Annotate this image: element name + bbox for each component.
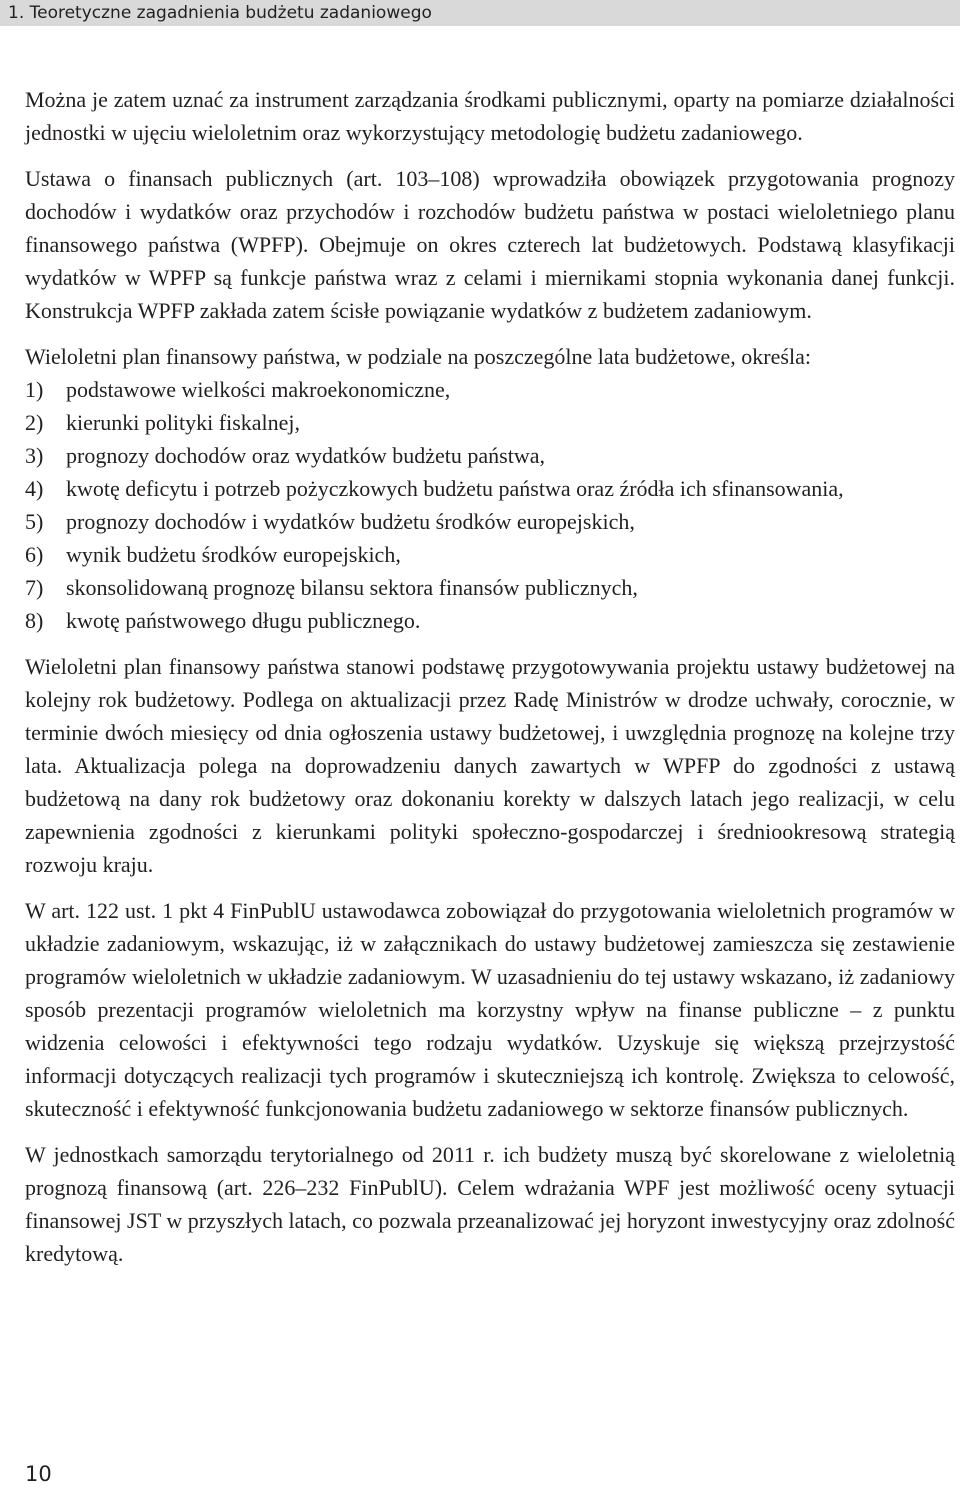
running-header — [0, 0, 960, 26]
list-item — [25, 406, 955, 439]
wpfp-contents-list — [25, 373, 955, 637]
list-item-text: prognozy dochodów oraz wydatków budżetu państwa, — [66, 443, 545, 468]
list-item-number: 3) — [25, 443, 44, 468]
list-item-number: 1) — [25, 377, 44, 402]
paragraph-jst: W jednostkach samorządu terytorialnego od 2011 r. ich budżety muszą być skorelowane z wieloletnią prognozą finansową (art. 226–232 FinPublU). Celem wdrażania WPF jest możliwość oceny sytuacji finansowej JST w przyszłych latach, co pozwala przeanalizować jej horyzont inwestycyjny oraz zdolność kredytową. — [25, 1142, 955, 1266]
chapter-title: 1. Teoretyczne zagadnienia budżetu zadaniowego — [8, 3, 432, 23]
list-item-text: kwotę deficytu i potrzeb pożyczkowych budżetu państwa oraz źródła ich sfinansowania, — [66, 476, 844, 501]
page-body — [25, 83, 955, 1283]
list-item-number: 7) — [25, 575, 44, 600]
list-item-text: skonsolidowaną prognozę bilansu sektora finansów publicznych, — [66, 575, 638, 600]
list-item-text: prognozy dochodów i wydatków budżetu środków europejskich, — [66, 509, 635, 534]
paragraph-list-intro: Wieloletni plan finansowy państwa, w podziale na poszczególne lata budżetowe, określa: — [25, 344, 811, 369]
paragraph-wpfp: Ustawa o finansach publicznych (art. 103–108) wprowadziła obowiązek przygotowania prognozy dochodów i wydatków oraz przychodów i rozchodów budżetu państwa w postaci wieloletniego planu finansowego państwa (WPFP). Obejmuje on okres czterech lat budżetowych. Podstawą klasyfikacji wydatków w WPFP są funkcje państwa wraz z celami i miernikami stopnia wykonania danej funkcji. Konstrukcja WPFP zakłada zatem ścisłe powiązanie wydatków z budżetem zadaniowym. — [25, 166, 955, 323]
list-item-number: 4) — [25, 476, 44, 501]
list-item — [25, 604, 955, 637]
list-item-text: kwotę państwowego długu publicznego. — [66, 608, 421, 633]
paragraph-intro: Można je zatem uznać za instrument zarządzania środkami publicznymi, oparty na pomiarze działalności jednostki w ujęciu wieloletnim oraz wykorzystujący metodologię budżetu zadaniowego. — [25, 87, 955, 145]
list-item — [25, 505, 955, 538]
paragraph-update: Wieloletni plan finansowy państwa stanowi podstawę przygotowywania projektu ustawy budżetowej na kolejny rok budżetowy. Podlega on aktualizacji przez Radę Ministrów w drodze uchwały, corocznie, w terminie dwóch miesięcy od dnia ogłoszenia ustawy budżetowej, i uwzględnia prognozę na kolejne trzy lata. Aktualizacja polega na doprowadzeniu danych zawartych w WPFP do zgodności z ustawą budżetową na dany rok budżetowy oraz dokonaniu korekty w dalszych latach jego realizacji, w celu zapewnienia zgodności z kierunkami polityki społeczno-gospodarczej i średniookresową strategią rozwoju kraju. — [25, 654, 955, 877]
list-item — [25, 538, 955, 571]
list-item — [25, 373, 955, 406]
page-number: 10 — [25, 1462, 52, 1486]
list-item-number: 6) — [25, 542, 44, 567]
list-item-number: 5) — [25, 509, 44, 534]
list-item — [25, 571, 955, 604]
list-item-number: 2) — [25, 410, 44, 435]
list-item — [25, 439, 955, 472]
list-item-text: podstawowe wielkości makroekonomiczne, — [66, 377, 451, 402]
paragraph-programs: W art. 122 ust. 1 pkt 4 FinPublU ustawodawca zobowiązał do przygotowania wieloletnich programów w układzie zadaniowym, wskazując, iż w załącznikach do ustawy budżetowej zamieszcza się zestawienie programów wieloletnich w układzie zadaniowym. W uzasadnieniu do tej ustawy wskazano, iż zadaniowy sposób prezentacji programów wieloletnich ma korzystny wpływ na finanse publiczne – z punktu widzenia celowości i efektywności tego rodzaju wydatków. Uzyskuje się większą przejrzystość informacji dotyczących realizacji tych programów i skuteczniejszą ich kontrolę. Zwiększa to celowość, skuteczność i efektywność funkcjonowania budżetu zadaniowego w sektorze finansów publicznych. — [25, 898, 955, 1121]
list-item-text: wynik budżetu środków europejskich, — [66, 542, 401, 567]
list-item-number: 8) — [25, 608, 44, 633]
list-item — [25, 472, 955, 505]
list-item-text: kierunki polityki fiskalnej, — [66, 410, 301, 435]
